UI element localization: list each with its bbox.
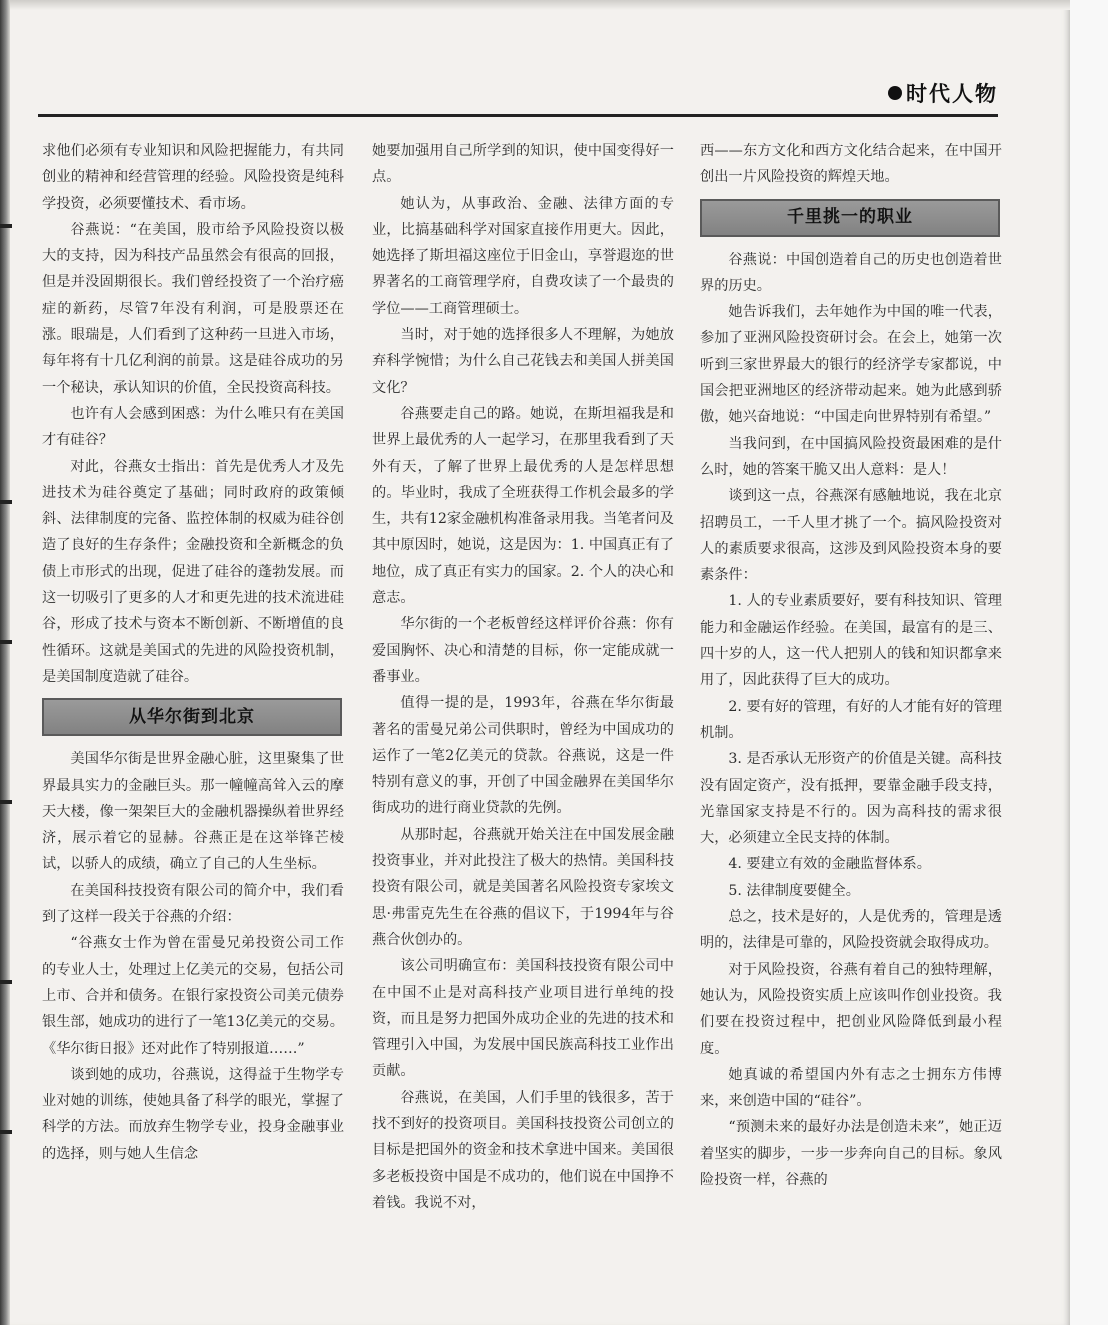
paragraph: 当我问到，在中国搞风险投资最困难的是什么时，她的答案干脆又出人意料：是人！ [700,435,1002,478]
paragraph: 她认为，从事政治、金融、法律方面的专业，比搞基础科学对国家直接作用更大。因此，她选择了斯坦福这座位于旧金山，享誉遐迩的世界著名的工商管理学府，自费攻读了一个最贵的学位——工商管理硕士。 [372,195,674,317]
paragraph: 华尔街的一个老板曾经这样评价谷燕：你有爱国胸怀、决心和清楚的目标，你一定能成就一番事业。 [372,616,674,685]
margin-mark [0,800,12,804]
text-column-1 [42,138,344,1167]
paragraph: 5. 法律制度要健全。 [728,882,860,899]
page-top-edge [0,0,1070,10]
paragraph: 对于风险投资，谷燕有着自己的独特理解，她认为，风险投资实质上应该叫作创业投资。我们要在投资过程中，把创业风险降低到最小程度。 [700,961,1002,1057]
paragraph: 谷燕说，在美国，人们手里的钱很多，苦于找不到好的投资项目。美国科技投资公司创立的目标是把国外的资金和技术拿进中国来。美国很多老板投资中国是不成功的，他们说在中国挣不着钱。我说不对， [372,1089,674,1211]
paragraph: 当时，对于她的选择很多人不理解，为她放弃科学惋惜；为什么自己花钱去和美国人拼美国文化？ [372,327,674,396]
paragraph: 谷燕说：“在美国，股市给予风险投资以极大的支持，因为科技产品虽然会有很高的回报，但是并没固期很长。我们曾经投资了一个治疗癌症的新药，尽管7年没有利润，可是股票还在涨。眼瑞是，人们看到了这种药一旦进入市场，每年将有十几亿利润的前景。这是硅谷成功的另一个秘诀，承认知识的价值，全民投资高科技。 [42,221,344,396]
paragraph: 值得一提的是，1993年，谷燕在华尔街最著名的雷曼兄弟公司供职时，曾经为中国成功的运作了一笔2亿美元的贷款。谷燕说，这是一件特别有意义的事，开创了中国金融界在美国华尔街成功的进行商业贷款的先例。 [372,695,674,817]
paragraph: 4. 要建立有效的金融监督体系。 [728,856,931,873]
section-header [888,78,998,108]
text-column-2 [372,138,674,1216]
paragraph: 对此，谷燕女士指出：首先是优秀人才及先进技术为硅谷奠定了基础；同时政府的政策倾斜、法律制度的完备、监控体制的权威为硅谷创造了良好的生存条件；金融投资和全新概念的负债上市形式的出现，促进了硅谷的蓬勃发展。而这一切吸引了更多的人才和更先进的技术流进硅谷，形成了技术与资本不断创新、不断增值的良性循环。这就是美国式的先进的风险投资机制，是美国制度造就了硅谷。 [42,458,344,685]
paragraph: 1. 人的专业素质要好，要有科技知识、管理能力和金融运作经验。在美国，最富有的是三、四十岁的人，这一代人把别人的钱和知识都拿来用了，因此获得了巨大的成功。 [700,593,1002,689]
paragraph: 总之，技术是好的，人是优秀的，管理是透明的，法律是可靠的，风险投资就会取得成功。 [700,909,1002,952]
paragraph: 谷燕说：中国创造着自己的历史也创造着世界的历史。 [700,251,1002,294]
margin-mark [0,980,12,984]
bullet-dot-icon [888,86,902,100]
scan-background [1070,0,1108,1325]
margin-mark [0,500,12,504]
paragraph: 她告诉我们，去年她作为中国的唯一代表，参加了亚洲风险投资研讨会。在会上，她第一次听到三家世界最大的银行的经济学专家都说，中国会把亚洲地区的经济带动起来。她为此感到骄傲，她兴奋地说：“中国走向世界特别有希望。” [700,304,1002,426]
paragraph: “预测未来的最好办法是创造未来”，她正迈着坚实的脚步，一步一步奔向自己的目标。象风险投资一样，谷燕的 [700,1119,1002,1188]
paragraph: 也许有人会感到困惑：为什么唯只有在美国才有硅谷？ [42,405,344,449]
section-heading: 千里挑一的职业 [700,199,1000,237]
paragraph: 美国华尔街是世界金融心脏，这里聚集了世界最具实力的金融巨头。那一幢幢高耸入云的摩天大楼，像一架架巨大的金融机器操纵着世界经济，展示着它的显赫。谷燕正是在这举锋芒棱试，以骄人的成绩，确立了自己的人生坐标。 [42,751,344,873]
header-rule [38,114,998,117]
paragraph: 她要加强用自己所学到的知识，使中国变得好一点。 [372,143,674,186]
paragraph: 西——东方文化和西方文化结合起来，在中国开创出一片风险投资的辉煌天地。 [700,143,1002,186]
text-column-3 [700,138,1002,1193]
paragraph: 从那时起，谷燕就开始关注在中国发展金融投资事业，并对此投注了极大的热情。美国科技投资有限公司，就是美国著名风险投资专家埃文思·弗雷克先生在谷燕的倡议下，于1994年与谷燕合伙创办的。 [372,826,674,948]
paragraph: 该公司明确宣布：美国科技投资有限公司中在中国不止是对高科技产业项目进行单纯的投资，而且是努力把国外成功企业的先进的技术和管理引入中国，为发展中国民族高科技工业作出贡献。 [372,958,674,1080]
section-heading: 从华尔街到北京 [42,698,342,736]
paragraph: 2. 要有好的管理，有好的人才能有好的管理机制。 [700,698,1002,741]
paragraph: 求他们必须有专业知识和风险把握能力，有共同创业的精神和经营管理的经验。风险投资是纯科学投资，必须要懂技术、看市场。 [42,143,344,212]
paragraph: 她真诚的希望国内外有志之士拥东方伟博来，来创造中国的“硅谷”。 [700,1066,1002,1110]
margin-mark [0,1130,12,1134]
paragraph: 3. 是否承认无形资产的价值是关键。高科技没有固定资产，没有抵押，要靠金融手段支持，光靠国家支持是不行的。因为高科技的需求很大，必须建立全民支持的体制。 [700,751,1002,847]
paragraph: 在美国科技投资有限公司的简介中，我们看到了这样一段关于谷燕的介绍： [42,882,344,926]
paragraph: 谈到她的成功，谷燕说，这得益于生物学专业对她的训练，使她具备了科学的眼光，掌握了科学的方法。而放弃生物学专业，投身金融事业的选择，则与她人生信念 [42,1066,344,1162]
binding-shadow [0,0,10,1325]
paragraph: 谷燕要走自己的路。她说，在斯坦福我是和世界上最优秀的人一起学习，在那里我看到了天外有天，了解了世界上最优秀的人是怎样思想的。毕业时，我成了全班获得工作机会最多的学生，共有12家金融机构准备录用我。当笔者问及其中原因时，她说，这是因为：1. 中国真正有了地位，成了真正有实力的国家。2. 个人的决心和意志。 [372,405,674,607]
margin-mark [0,640,12,644]
section-label: 时代人物 [906,82,998,106]
paragraph: “谷燕女士作为曾在雷曼兄弟投资公司工作的专业人士，处理过上亿美元的交易，包括公司上市、合并和债务。在银行家投资公司美元债券银生部，她成功的进行了一笔13亿美元的交易。《华尔街日报》还对此作了特别报道……” [42,935,344,1057]
margin-mark [0,224,12,228]
paragraph: 谈到这一点，谷燕深有感触地说，我在北京招聘员工，一千人里才挑了一个。搞风险投资对人的素质要求很高，这涉及到风险投资本身的要素条件： [700,488,1002,584]
